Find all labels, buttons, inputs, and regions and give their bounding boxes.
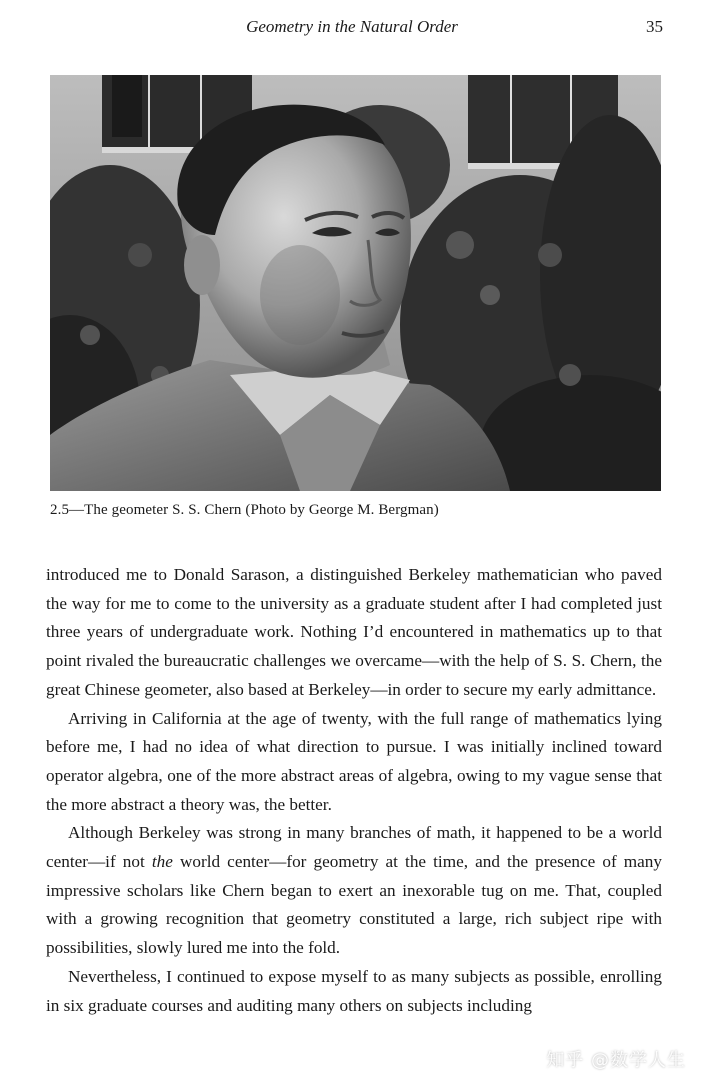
paragraph: introduced me to Donald Sarason, a distinguished Berkeley mathematician who paved the way for me to come to the university as a graduate student after I had completed just three years of undergraduate work. Nothing I’d encountered in mathematics up to that point rivaled the bureaucratic challenges we overcame—with the help of S. S. Chern, the great Chinese geometer, also based at Berkeley—in order to secure my early admittance. xyxy=(46,565,662,699)
page-number: 35 xyxy=(646,17,663,36)
paragraph: Arriving in California at the age of twenty, with the full range of mathematics lying before me, I had no idea of what direction to pursue. I was initially inclined toward operator algebra, one of the more abstract areas of algebra, owing to my vague sense that the more abstract a theory was, the better. xyxy=(46,708,662,814)
paragraph-text: world center—for geometry at the time, and the presence of many impressive scholars like Chern began to exert an inexorable tug on me. That, coupled with a growing recognition that geometry constituted a large, rich subject ripe with possibilities, slowly lured me into the fold. xyxy=(46,852,662,958)
portrait-photo-image xyxy=(50,75,661,491)
watermark: 知乎 @数学人生 xyxy=(546,1050,686,1071)
emphasis-text: the xyxy=(151,852,173,872)
paragraph xyxy=(46,819,662,963)
running-title: Geometry in the Natural Order xyxy=(246,17,458,36)
body-text xyxy=(46,561,662,1020)
paragraph: Nevertheless, I continued to expose myself to as many subjects as possible, enrolling in six graduate courses and auditing many others on subjects including xyxy=(46,966,662,1015)
figure-caption: 2.5—The geometer S. S. Chern (Photo by George M. Bergman) xyxy=(50,502,439,518)
paragraph-text: Although Berkeley was strong in many branches of math, it happened to be a world center—if not xyxy=(46,823,662,872)
running-head xyxy=(0,16,704,38)
figure-photo xyxy=(50,75,661,491)
